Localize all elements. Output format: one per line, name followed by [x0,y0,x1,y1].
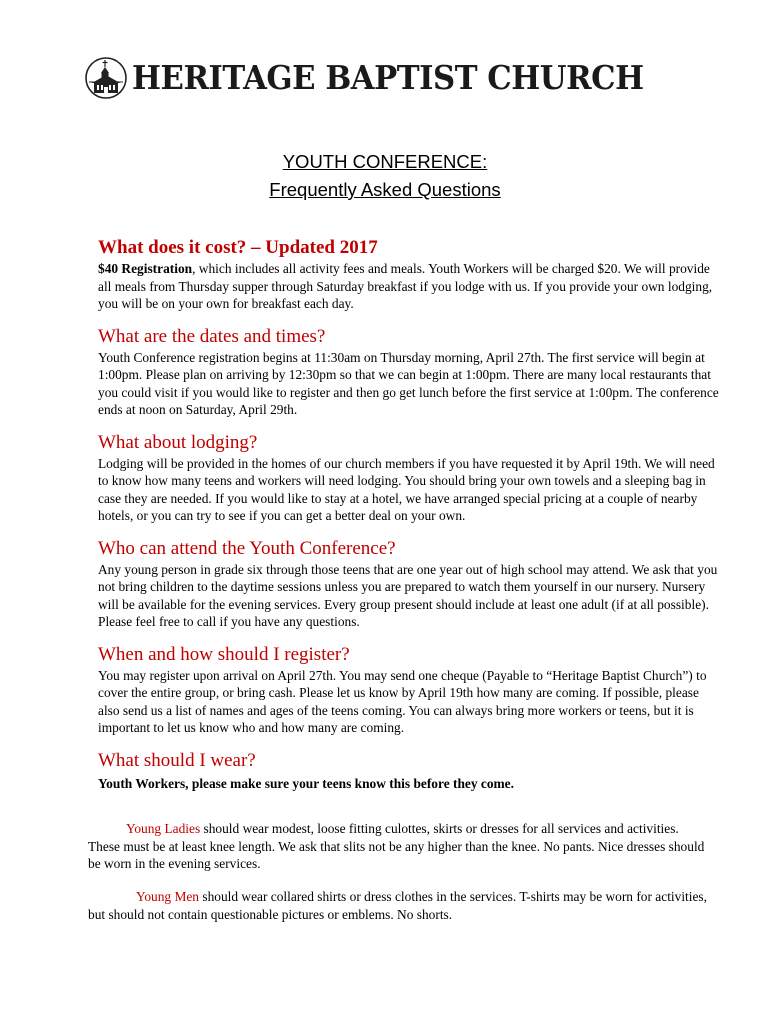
faq-answer: Lodging will be provided in the homes of our church members if you have requested it by April 19th. We will need to know how many teens and workers will need lodging. You should bring your own towels and a sleeping bag in case they are needed. If you would like to stay at a hotel, we have arranged special pricing at a couple of nearby hotels, or you can try to see if you can get a better deal on your own. [98,455,715,523]
title-line-2: Frequently Asked Questions [269,179,501,200]
ladies-text: should wear modest, loose fitting culottes, skirts or dresses for all services and activities. These must be at least knee length. We ask that slits not be any higher than the knee. No pants. Nice dresses should be worn in the evening services. [88,821,705,871]
faq-item [98,431,720,525]
ladies-label: Young Ladies [126,821,201,836]
wear-ladies [88,820,708,873]
faq-answer: You may register upon arrival on April 27th. You may send one cheque (Payable to “Heritage Baptist Church”) to cover the entire group, or bring cash. Please let us know by April 19th how many are coming. If possible, please also send us a list of names and ages of the teens coming. You can always bring more workers or teens, but it is important to let us know who and how many are coming. [98,667,707,735]
faq-item [98,537,720,631]
church-name: HERITAGE BAPTIST CHURCH [132,58,644,97]
faq-question: What are the dates and times? [98,325,326,347]
faq-answer: Youth Conference registration begins at 11:30am on Thursday morning, April 27th. The first service will begin at 1:00pm. Please plan on arriving by 12:30pm so that we can begin at 1:00pm. There are many local restaurants that you could visit if you would like to register and then go get lunch before the first service at 1:00pm. The conference ends at noon on Saturday, April 29th. [98,349,719,417]
faq-item [98,325,720,419]
faq-answer-bold: $40 Registration [98,261,193,276]
faq-answer: $40 Registration, which includes all activity fees and meals. Youth Workers will be charged $20. We will provide all meals from Thursday supper through Saturday breakfast if you lodge with us. If you provide your own lodging, you will be on your own for breakfast each day. [98,261,713,311]
faq-question: When and how should I register? [98,643,350,665]
faq-item [98,643,720,737]
faq-item-wear [98,749,720,793]
title-line-1: YOUTH CONFERENCE: [282,151,488,172]
faq-question: What about lodging? [98,431,258,453]
men-text: should wear collared shirts or dress clothes in the services. T-shirts may be worn for activities, but should not contain questionable pictures or emblems. No shorts. [88,889,707,922]
faq-list [98,236,720,804]
church-header [84,56,684,106]
wear-note: Youth Workers, please make sure your teens know this before they come. [98,775,514,791]
faq-question: What does it cost? – Updated 2017 [98,237,378,258]
faq-question: What should I wear? [98,749,256,771]
faq-question: Who can attend the Youth Conference? [98,537,396,559]
men-label: Young Men [136,889,200,904]
church-building-icon [84,56,128,100]
faq-item [98,236,720,313]
faq-answer: Any young person in grade six through those teens that are one year out of high school may attend. We ask that you not bring children to the daytime sessions unless you are prepared to watch them yourself in our nursery. Nursery will be available for the evening services. Every group present should include at least one adult (if at all possible). Please feel free to call if you have any questions. [98,561,718,629]
document-title [0,148,770,204]
wear-men [88,888,708,923]
